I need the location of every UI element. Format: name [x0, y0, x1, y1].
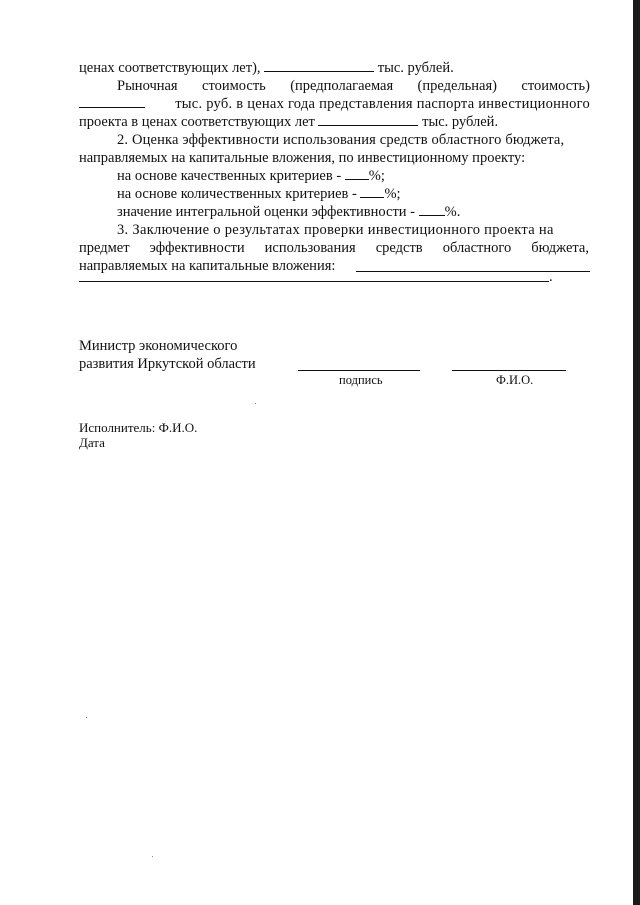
market-word: стоимость: [202, 78, 266, 94]
blank-field: [360, 185, 384, 198]
date-line: Дата: [79, 435, 105, 450]
section3-line-3: [79, 257, 335, 275]
signature-caption: подпись: [339, 373, 383, 387]
market-line-1-start: ценах соответствующих лет),: [79, 60, 261, 76]
market-line-1-end: тыс. рублей.: [377, 60, 454, 76]
percent-suffix: %;: [384, 186, 401, 202]
section3-line-1: 3. Заключение о результатах проверки инвестиционного проекта на: [117, 222, 554, 238]
qual-criteria-label: на основе качественных критериев -: [117, 168, 342, 184]
section3-word: использования: [264, 240, 356, 256]
quant-criteria-label: на основе количественных критериев -: [117, 186, 357, 202]
blank-field: [419, 203, 445, 216]
market-line-4-start: проекта в ценах соответствующих лет: [79, 114, 315, 130]
scan-speck: [255, 403, 256, 404]
conclusion-blank-line-2: [79, 281, 549, 282]
market-word: стоимость): [521, 78, 590, 94]
market-line-4: [79, 113, 498, 131]
scan-speck: [152, 856, 153, 857]
conclusion-end-dot: .: [549, 269, 553, 285]
section3-line-3-text: направляемых на капитальные вложения:: [79, 258, 336, 274]
market-word: Рыночная: [117, 78, 178, 94]
name-blank-line: [452, 370, 566, 371]
section2-line-1: 2. Оценка эффективности использования средств областного бюджета,: [117, 132, 565, 148]
integral-score-line: [117, 203, 460, 221]
blank-field: [79, 95, 145, 108]
section3-line-2: [79, 239, 589, 257]
section3-word: предмет: [79, 240, 130, 256]
percent-end: %.: [444, 204, 461, 220]
market-word: (предельная): [417, 78, 497, 94]
market-line-4-end: тыс. рублей.: [422, 114, 499, 130]
market-word: (предполагаемая: [290, 78, 394, 94]
percent-suffix: %;: [368, 168, 385, 184]
section3-word: бюджета,: [531, 240, 589, 256]
blank-field: [345, 167, 369, 180]
executor-line: Исполнитель: Ф.И.О.: [79, 420, 198, 435]
market-line-3: [79, 95, 590, 113]
quant-criteria-line: [117, 185, 401, 203]
market-line-1: [79, 59, 454, 77]
blank-field: [264, 59, 374, 72]
conclusion-blank-line-1: [356, 271, 590, 272]
qual-criteria-line: [117, 167, 385, 185]
integral-score-label: значение интегральной оценки эффективности -: [117, 204, 416, 220]
name-caption: Ф.И.О.: [496, 373, 534, 387]
scan-speck: [86, 717, 87, 718]
signatory-title-line-2: развития Иркутской области: [79, 356, 256, 372]
market-line-2: [117, 77, 590, 95]
section3-word: областного: [442, 240, 512, 256]
section2-line-2: направляемых на капитальные вложения, по инвестиционному проекту:: [79, 150, 526, 166]
section3-word: средств: [375, 240, 423, 256]
blank-field: [318, 113, 418, 126]
signature-blank-line: [298, 370, 420, 371]
scan-page-edge: [633, 0, 640, 905]
signatory-title-line-1: Министр экономического: [79, 338, 238, 354]
market-line-3-text: тыс. руб. в ценах года представления паспорта инвестиционного: [175, 96, 590, 112]
section3-word: эффективности: [149, 240, 245, 256]
